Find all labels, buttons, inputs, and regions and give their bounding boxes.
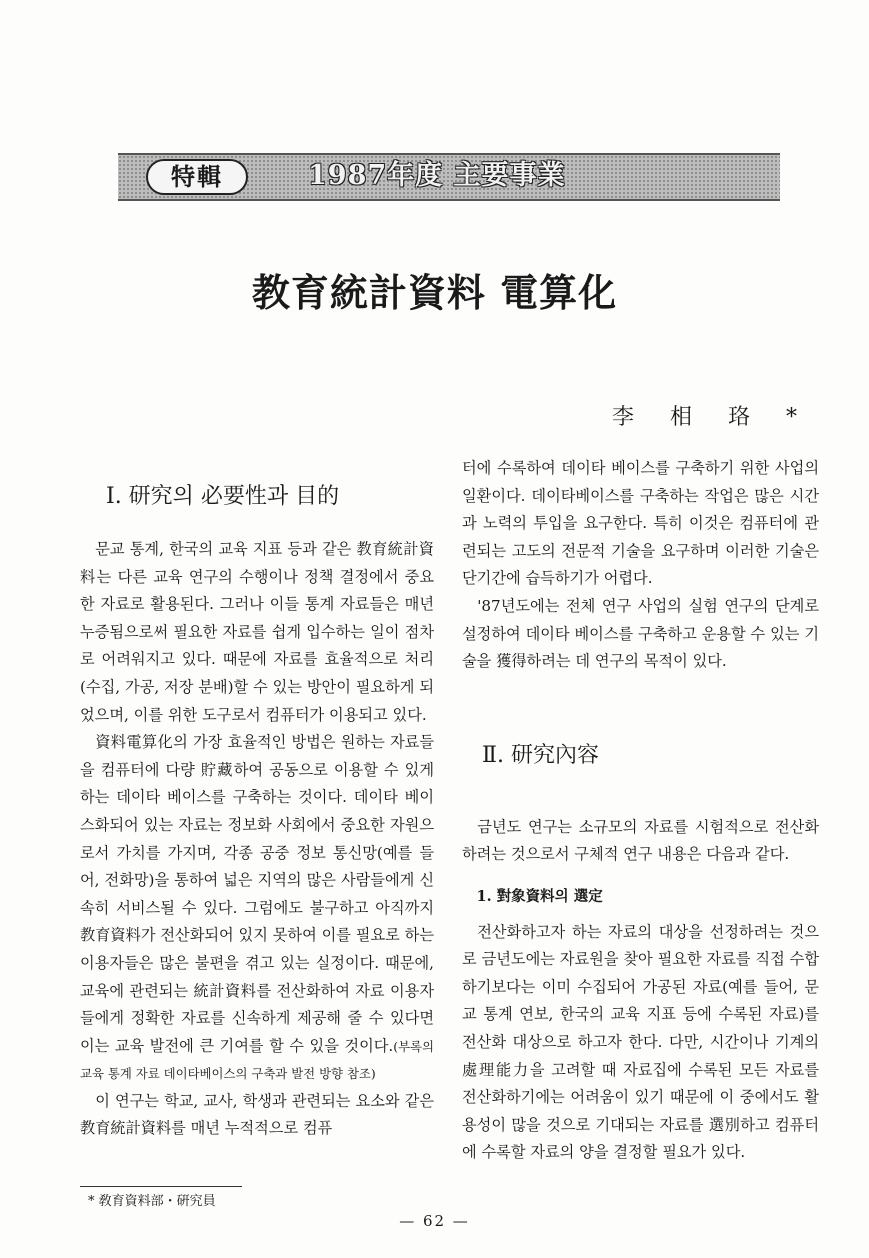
banner-special-label: 特輯 (146, 159, 248, 195)
banner-title: 1987年度 主要事業 (308, 160, 566, 191)
left-column (80, 536, 434, 1143)
section-heading-2: Ⅱ. 研究內容 (482, 743, 599, 768)
appendix-note: (부록의 교육 통계 자료 데이타베이스의 구축과 발전 방향 참조) (80, 1038, 434, 1082)
paragraph: 이 연구는 학교, 교사, 학생과 관련되는 요소와 같은 教育統計資料를 매년 누적적으로 컴퓨 (80, 1091, 434, 1138)
right-column (462, 455, 819, 1167)
footnote-rule (80, 1186, 242, 1187)
subsection-heading: 1. 對象資料의 選定 (476, 887, 603, 905)
paragraph (80, 729, 434, 1088)
author: 李相珞* (612, 405, 834, 430)
paragraph: 문교 통계, 한국의 교육 지표 등과 같은 教育統計資料는 다른 교육 연구의 수행이나 정책 결정에서 중요한 자료로 활용된다. 그러나 이들 통계 자료들은 매년 누증됨으로써 필요한 자료를 쉽게 입수하는 일이 점차로 어려워지고 있다. 때문에 자료를 효율적으로 처리(수집, 가공, 저장 분배)할 수 있는 방안이 필요하게 되었으며, 이를 위한 도구로서 컴퓨터가 이용되고 있다. (80, 540, 434, 724)
paragraph: '87년도에는 전체 연구 사업의 실험 연구의 단계로 설정하여 데이타 베이스를 구축하고 운용할 수 있는 기술을 獲得하려는 데 연구의 목적이 있다. (462, 596, 819, 671)
spacer (462, 869, 819, 883)
footnote: * 敎育資料部・硏究員 (88, 1194, 216, 1209)
paragraph: 전산화하고자 하는 자료의 대상을 선정하려는 것으로 금년도에는 자료원을 찾아 필요한 자료를 직접 수합하기보다는 이미 수집되어 가공된 자료(예를 들어, 문교 통계 연보, 한국의 교육 지표 등에 수록된 자료)를 전산화 대상으로 하고자 한다. 다만, 시간이나 기계의 處理能力을 고려할 때 자료집에 수록된 모든 자료를 전산화하기에는 어려움이 있기 때문에 이 중에서도 활용성이 많을 것으로 기대되는 자료를 選別하고 컴퓨터에 수록할 자료의 양을 결정할 필요가 있다. (462, 922, 819, 1162)
spacer (462, 911, 819, 919)
article-title: 教育統計資料 電算化 (251, 270, 618, 315)
paragraph: 금년도 연구는 소규모의 자료를 시험적으로 전산화하려는 것으로서 구체적 연구 내용은 다음과 같다. (462, 817, 819, 864)
page-number: — 62 — (399, 1212, 470, 1230)
section-heading-1: Ⅰ. 研究의 必要性과 目的 (106, 484, 340, 509)
feature-banner (118, 153, 780, 201)
paragraph-text: 資料電算化의 가장 효율적인 방법은 원하는 자료들을 컴퓨터에 다량 貯藏하여 공동으로 이용할 수 있게 하는 데이타 베이스를 구축하는 것이다. 데이타 베이스화되어 있는 자료는 정보화 사회에서 중요한 자원으로서 가치를 가지며, 각종 공중 정보 통신망(예를 들어, 전화망)을 통하여 넓은 지역의 많은 사람들에게 신속히 서비스될 수 있다. 그럼에도 불구하고 아직까지 教育資料가 전산화되어 있지 못하여 이를 필요로 하는 이용자들은 많은 불편을 겪고 있는 실정이다. 때문에, 교육에 관련되는 統計資料를 전산화하여 자료 이용자들에게 정확한 자료를 신속하게 제공해 줄 수 있다면 이는 교육 발전에 큰 기여를 할 수 있을 것이다. (80, 733, 434, 1055)
paragraph: 터에 수록하여 데이타 베이스를 구축하기 위한 사업의 일환이다. 데이타베이스를 구축하는 작업은 많은 시간과 노력의 투입을 요구한다. 특히 이것은 컴퓨터에 관련되는 고도의 전문적 기술을 요구하며 이러한 기술은 단기간에 습득하기가 어렵다. (462, 459, 819, 588)
